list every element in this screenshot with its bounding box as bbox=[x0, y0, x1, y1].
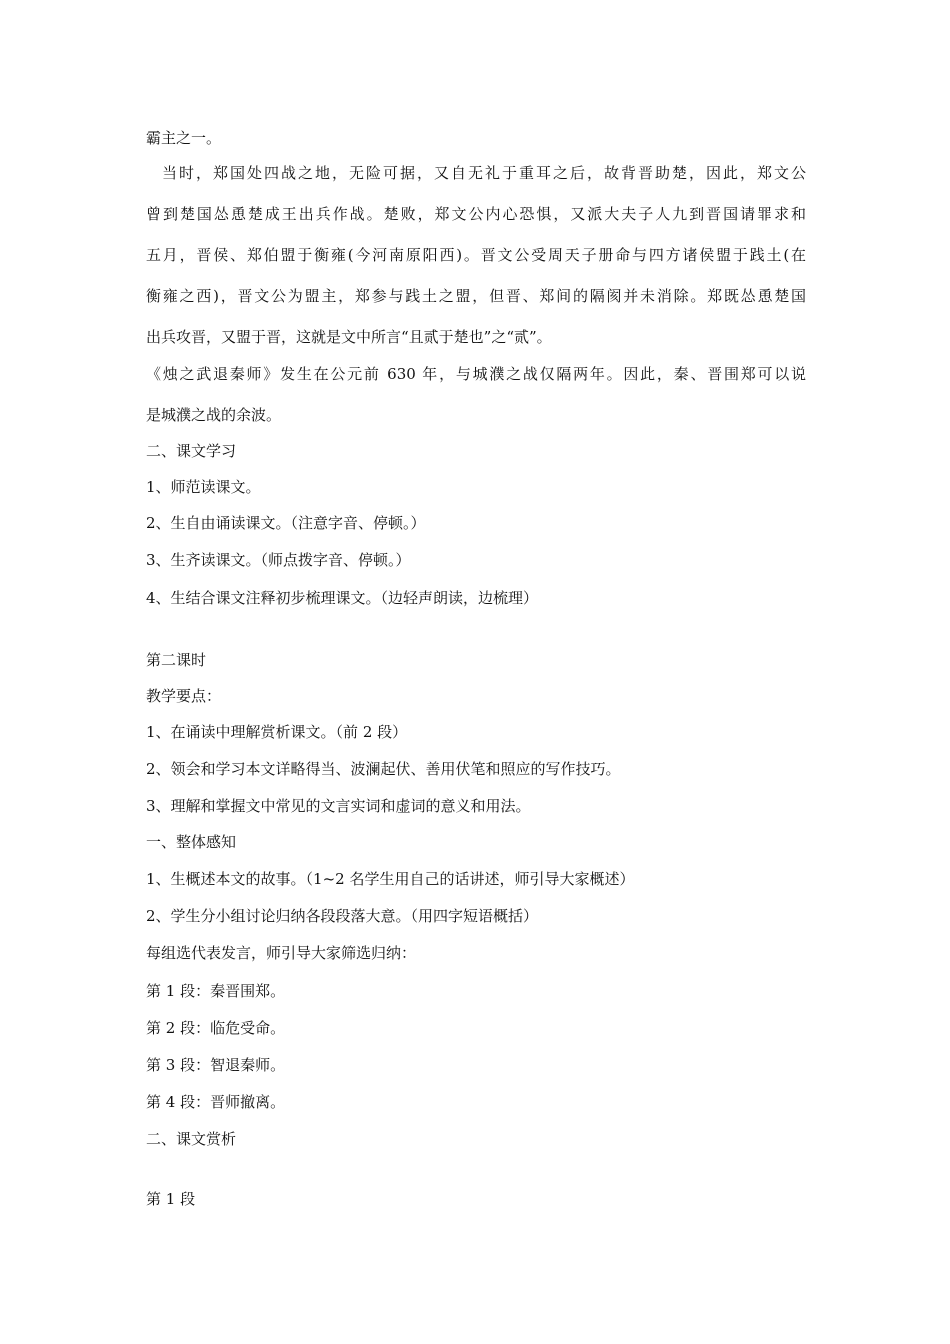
section-heading-analysis: 二、课文赏析 bbox=[146, 1130, 237, 1148]
section-heading-overall: 一、整体感知 bbox=[146, 833, 237, 851]
text-line-8: 是城濮之战的余波。 bbox=[146, 406, 282, 424]
teaching-points-label: 教学要点： bbox=[146, 687, 222, 705]
text-line-6: 出兵攻晋，又盟于晋，这就是文中所言“且贰于楚也”之“贰”。 bbox=[146, 328, 552, 346]
list-item: 2、领会和学习本文详略得当、波澜起伏、善用伏笔和照应的写作技巧。 bbox=[146, 760, 621, 778]
lesson-heading: 第二课时 bbox=[146, 651, 207, 669]
list-item: 3、生齐读课文。（师点拨字音、停顿。） bbox=[146, 551, 411, 569]
paragraph-heading: 第 1 段 bbox=[146, 1190, 196, 1208]
text-line-1: 霸主之一。 bbox=[146, 129, 222, 147]
text-line-2: 当时，郑国处四战之地，无险可据，又自无礼于重耳之后，故背晋助楚，因此，郑文公 bbox=[162, 164, 806, 182]
paragraph-summary-item: 第 2 段：临危受命。 bbox=[146, 1019, 286, 1037]
list-item: 1、生概述本文的故事。（1~2 名学生用自己的话讲述，师引导大家概述） bbox=[146, 870, 635, 888]
text-line-4: 五月，晋侯、郑伯盟于衡雍(今河南原阳西)。晋文公受周天子册命与四方诸侯盟于践土(在 bbox=[146, 246, 806, 264]
paragraph-summary-item: 第 3 段：智退秦师。 bbox=[146, 1056, 286, 1074]
list-item: 1、在诵读中理解赏析课文。（前 2 段） bbox=[146, 723, 408, 741]
list-item: 1、师范读课文。 bbox=[146, 478, 261, 496]
list-item: 2、生自由诵读课文。（注意字音、停顿。） bbox=[146, 514, 426, 532]
text-line-3: 曾到楚国怂恿楚成王出兵作战。楚败，郑文公内心恐惧，又派大夫子人九到晋国请罪求和 bbox=[146, 205, 806, 223]
text-line-5: 衡雍之西)，晋文公为盟主，郑参与践土之盟，但晋、郑间的隔阂并未消除。郑既怂恿楚国 bbox=[146, 287, 806, 305]
section-heading-text-study: 二、课文学习 bbox=[146, 442, 237, 460]
paragraph-summary-item: 第 4 段：晋师撤离。 bbox=[146, 1093, 286, 1111]
paragraph-summary-item: 第 1 段：秦晋围郑。 bbox=[146, 982, 286, 1000]
list-item: 2、学生分小组讨论归纳各段段落大意。（用四字短语概括） bbox=[146, 907, 539, 925]
list-item: 3、理解和掌握文中常见的文言实词和虚词的意义和用法。 bbox=[146, 797, 531, 815]
text-line-group-summary: 每组选代表发言，师引导大家筛选归纳： bbox=[146, 944, 417, 962]
list-item: 4、生结合课文注释初步梳理课文。（边轻声朗读，边梳理） bbox=[146, 589, 539, 607]
text-line-7: 《烛之武退秦师》发生在公元前 630 年，与城濮之战仅隔两年。因此，秦、晋围郑可以说 bbox=[146, 365, 806, 383]
